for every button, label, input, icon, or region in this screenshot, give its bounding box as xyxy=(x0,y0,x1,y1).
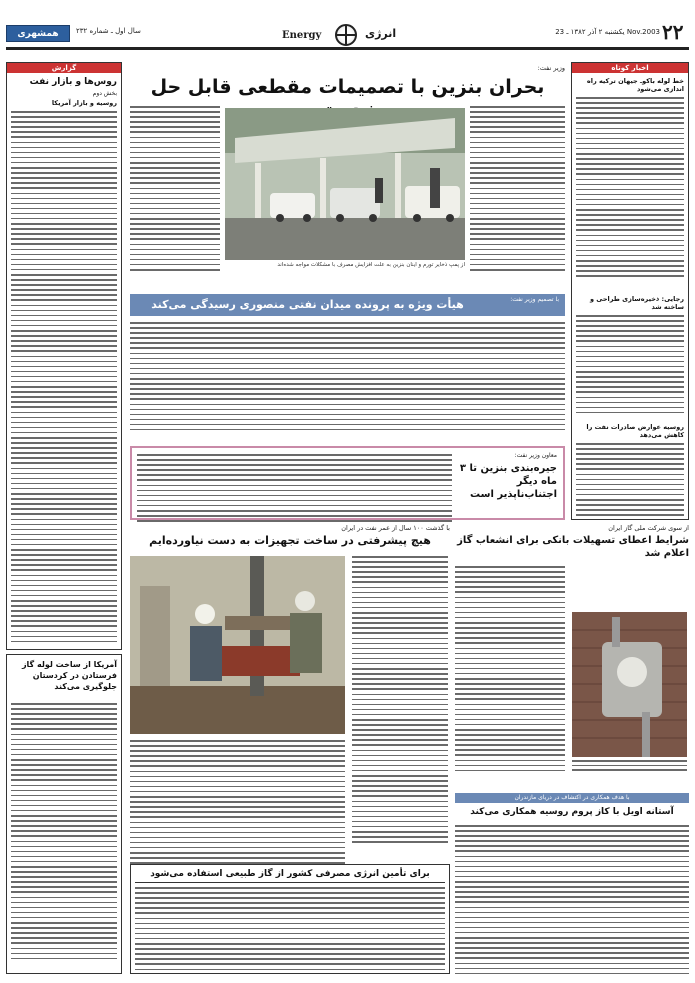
left-bottom-body xyxy=(11,703,117,963)
issue-number: سال اول ـ شماره ۲۳۲ xyxy=(76,27,141,35)
natural-gas-headline: برای تأمین انرژی مصرفی کشور از گاز طبیعی استفاده می‌شود xyxy=(135,869,445,883)
natural-gas-body xyxy=(135,887,445,974)
news-item-3-body xyxy=(576,443,684,519)
left-column-subtitle: بخش دوم xyxy=(92,90,117,97)
gas-body xyxy=(455,566,565,775)
natural-gas-box xyxy=(130,864,450,974)
equipment-headline: هیچ پیشرفتی در ساخت تجهیزات به دست نیاورده‌ایم xyxy=(149,534,431,547)
mansouri-headline: هیأت ویژه به پرونده میدان نفتی منصوری رسیدگی می‌کند xyxy=(151,298,464,311)
news-item-3-title: روسیه عوارض صادرات نفت را کاهش می‌دهد xyxy=(586,423,684,439)
gas-station-caption: از پمپ ذخایر تورم و اینان بنزین به علت افزایش مصرف با مشکلات مواجه شده‌اند xyxy=(277,262,465,268)
astana-body xyxy=(455,825,689,978)
main-col-left xyxy=(130,106,220,274)
mansouri-kicker: با تصمیم وزیر نفت: xyxy=(510,296,559,303)
oil-workers-photo xyxy=(130,556,345,734)
header-rule xyxy=(6,47,689,50)
gas-station-illustration xyxy=(225,108,465,260)
rationing-headline: جیره‌بندی بنزین تا ۳ ماه دیگر اجتناب‌ناپذیر است xyxy=(459,463,557,500)
equipment-body-right xyxy=(352,556,448,846)
page-number: ۲۲ xyxy=(662,20,684,44)
left-column-body xyxy=(11,111,117,646)
news-item-1-title: خط لوله باکوـ جیهان ترکیه راه اندازی می‌شود xyxy=(586,77,684,93)
mansouri-band xyxy=(130,294,565,316)
main-headline: بحران بنزین با تصمیمات مقطعی قابل حل xyxy=(150,76,545,98)
gas-station-photo xyxy=(225,108,465,260)
equipment-body-bottom xyxy=(130,740,345,867)
gas-meter-caption xyxy=(572,760,687,774)
section-title-fa: انرژی xyxy=(365,27,397,40)
astana-kicker: با هدف همکاری در اکتشاف در دریای مازندران xyxy=(514,794,630,801)
left-column-title: روس‌ها و بازار نفت xyxy=(29,77,117,87)
newspaper-logo: همشهری xyxy=(6,25,70,42)
globe-icon xyxy=(335,24,357,46)
right-column-box xyxy=(571,62,689,520)
right-column-label: اخبار کوتاه xyxy=(572,63,688,73)
rationing-kicker: معاون وزیر نفت: xyxy=(514,452,557,459)
left-column-box xyxy=(6,62,122,650)
issue-date: یکشنبه ۲ آذر ۱۳۸۲ ـ 23 Nov.2003 xyxy=(555,28,660,36)
page-header xyxy=(0,0,695,54)
gas-headline: شرایط اعطای تسهیلات بانکی برای انشعاب گاز اعلام شد xyxy=(457,535,689,559)
mansouri-body xyxy=(130,322,565,434)
left-bottom-title: آمریکا از ساخت لوله گاز فرستادن در کردستان جلوگیری می‌کند xyxy=(21,660,117,691)
left-column-kicker: روسیه و بازار آمریکا xyxy=(51,99,117,107)
gas-kicker: از سوی شرکت ملی گاز ایران xyxy=(608,524,689,532)
equipment-kicker: با گذشت ۱۰۰ سال از عمر نفت در ایران xyxy=(341,524,450,532)
oil-workers-illustration xyxy=(130,556,345,734)
news-item-1-body xyxy=(576,97,684,280)
rationing-box xyxy=(130,446,565,520)
news-item-2-title: رجایی: ذخیره‌سازی طراحی و ساخته شد xyxy=(589,295,684,311)
astana-kicker-band xyxy=(455,793,689,803)
left-bottom-box xyxy=(6,654,122,974)
astana-headline: آستانه اویل با کاز پروم روسیه همکاری می‌کند xyxy=(470,807,674,817)
rationing-body xyxy=(137,454,452,525)
main-col-right xyxy=(470,106,565,274)
gas-meter-illustration xyxy=(572,612,687,757)
main-kicker: وزیر نفت: xyxy=(537,64,565,72)
section-title-en: Energy xyxy=(282,30,322,41)
news-item-2-body xyxy=(576,315,684,417)
gas-meter-photo xyxy=(572,612,687,757)
left-column-label: گزارش xyxy=(7,63,121,73)
